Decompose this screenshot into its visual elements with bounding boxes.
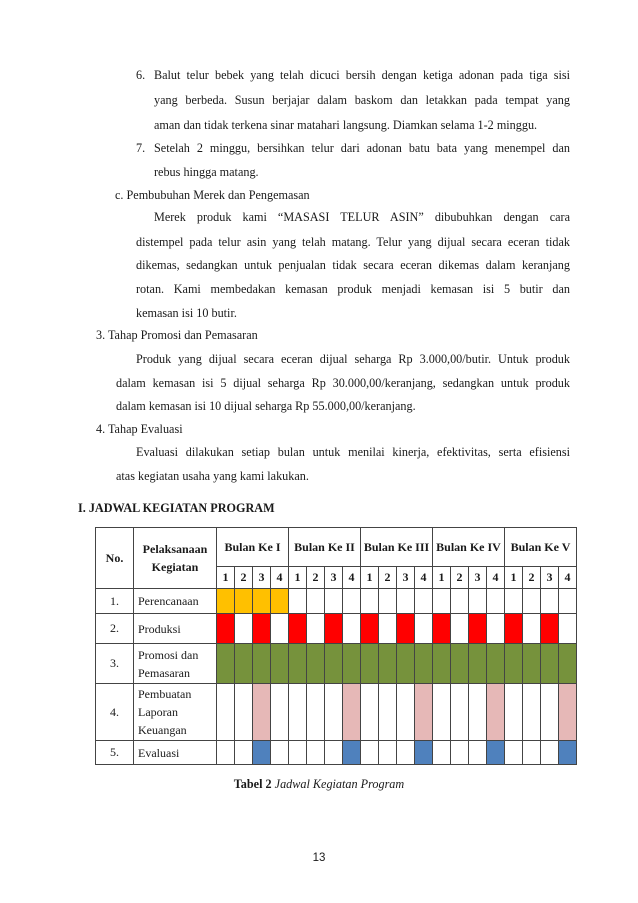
schedule-cell [289, 684, 307, 741]
week-label: 4 [559, 567, 577, 589]
schedule-rows [96, 589, 577, 765]
schedule-cell [451, 589, 469, 614]
schedule-cell [523, 741, 541, 765]
schedule-cell [451, 644, 469, 684]
week-label: 1 [505, 567, 523, 589]
schedule-cell [415, 614, 433, 644]
schedule-cell [487, 684, 505, 741]
schedule-cell [271, 644, 289, 684]
row-number: 5. [96, 741, 134, 765]
row-number: 2. [96, 614, 134, 644]
table-row [96, 589, 577, 614]
header-month-1: Bulan Ke I [217, 528, 289, 567]
row-activity: Perencanaan [134, 589, 217, 614]
header-month-5: Bulan Ke V [505, 528, 577, 567]
schedule-cell [217, 644, 235, 684]
schedule-cell [289, 741, 307, 765]
schedule-cell [451, 614, 469, 644]
schedule-cell [253, 644, 271, 684]
schedule-cell [523, 589, 541, 614]
schedule-cell [541, 684, 559, 741]
schedule-cell [469, 684, 487, 741]
schedule-cell [559, 589, 577, 614]
schedule-cell [397, 614, 415, 644]
week-label: 1 [433, 567, 451, 589]
schedule-cell [379, 684, 397, 741]
schedule-table [95, 527, 577, 765]
section-c-line-5: kemasan isi 10 butir. [136, 306, 237, 320]
schedule-cell [217, 589, 235, 614]
schedule-cell [433, 614, 451, 644]
section-I-heading: I. JADWAL KEGIATAN PROGRAM [78, 501, 275, 515]
schedule-cell [433, 589, 451, 614]
week-label: 2 [307, 567, 325, 589]
schedule-cell [253, 741, 271, 765]
row-activity: Pembuatan Laporan Keuangan [134, 684, 217, 741]
section-3-heading: 3. Tahap Promosi dan Pemasaran [96, 328, 258, 342]
schedule-cell [271, 684, 289, 741]
table-row [96, 684, 577, 741]
schedule-cell [487, 589, 505, 614]
schedule-cell [559, 741, 577, 765]
table-row [96, 741, 577, 765]
schedule-cell [325, 684, 343, 741]
step-7-line-1: Setelah 2 minggu, bersihkan telur dari adonan batu bata yang menempel dan [154, 141, 570, 155]
schedule-cell [379, 741, 397, 765]
schedule-cell [541, 589, 559, 614]
schedule-cell [271, 589, 289, 614]
schedule-cell [487, 644, 505, 684]
schedule-cell [217, 741, 235, 765]
schedule-cell [541, 614, 559, 644]
schedule-cell [253, 684, 271, 741]
schedule-cell [361, 614, 379, 644]
schedule-cell [451, 684, 469, 741]
schedule-cell [307, 614, 325, 644]
schedule-cell [559, 614, 577, 644]
section-c-line-4: rotan. Kami membedakan kemasan produk menjadi kemasan isi 5 butir dan [136, 282, 570, 296]
header-activity: Pelaksanaan Kegiatan [134, 528, 217, 589]
schedule-cell [307, 644, 325, 684]
schedule-cell [523, 644, 541, 684]
caption-label: Tabel 2 [233, 777, 272, 791]
header-month-3: Bulan Ke III [361, 528, 433, 567]
schedule-cell [235, 614, 253, 644]
step-6-line-2: yang berbeda. Susun berjajar dalam baskom dan letakkan pada tempat yang [154, 93, 570, 107]
section-3-line-3: dalam kemasan isi 10 dijual seharga Rp 55.000,00/keranjang. [116, 399, 416, 413]
schedule-cell [505, 589, 523, 614]
header-month-4: Bulan Ke IV [433, 528, 505, 567]
week-label: 1 [361, 567, 379, 589]
schedule-cell [505, 684, 523, 741]
week-label: 4 [415, 567, 433, 589]
header-month-2: Bulan Ke II [289, 528, 361, 567]
schedule-cell [307, 741, 325, 765]
schedule-cell [343, 644, 361, 684]
schedule-cell [361, 741, 379, 765]
schedule-cell [469, 741, 487, 765]
schedule-cell [505, 741, 523, 765]
schedule-cell [469, 614, 487, 644]
schedule-cell [289, 614, 307, 644]
week-label: 4 [487, 567, 505, 589]
schedule-cell [235, 741, 253, 765]
section-c-line-2: distempel pada telur asin yang telah matang. Telur yang dijual secara eceran tidak [136, 235, 570, 249]
row-number: 1. [96, 589, 134, 614]
schedule-cell [325, 589, 343, 614]
week-label: 2 [523, 567, 541, 589]
week-label: 3 [469, 567, 487, 589]
section-c-line-3: dikemas, sedangkan untuk penjualan tidak secara eceran dikemas dalam keranjang [136, 258, 570, 272]
schedule-cell [235, 644, 253, 684]
week-label: 2 [451, 567, 469, 589]
row-number: 4. [96, 684, 134, 741]
schedule-cell [379, 614, 397, 644]
row-activity: Produksi [134, 614, 217, 644]
schedule-cell [415, 684, 433, 741]
section-c-line-1: Merek produk kami “MASASI TELUR ASIN” dibubuhkan dengan cara [154, 210, 570, 224]
section-4-line-1: Evaluasi dilakukan setiap bulan untuk menilai kinerja, efektivitas, serta efisiensi [136, 445, 570, 459]
week-label: 3 [325, 567, 343, 589]
schedule-cell [433, 741, 451, 765]
schedule-cell [487, 614, 505, 644]
schedule-cell [379, 589, 397, 614]
schedule-cell [415, 644, 433, 684]
table-row [96, 614, 577, 644]
schedule-cell [451, 741, 469, 765]
schedule-cell [469, 589, 487, 614]
section-4-line-2: atas kegiatan usaha yang kami lakukan. [116, 469, 309, 483]
schedule-cell [559, 644, 577, 684]
step-6-line-3: aman dan tidak terkena sinar matahari langsung. Diamkan selama 1-2 minggu. [154, 118, 538, 132]
schedule-cell [289, 589, 307, 614]
week-label: 1 [289, 567, 307, 589]
schedule-cell [433, 644, 451, 684]
section-c-heading: c. Pembubuhan Merek dan Pengemasan [115, 188, 310, 202]
table-caption [0, 777, 638, 792]
step-7-number: 7. [136, 141, 146, 155]
schedule-cell [271, 741, 289, 765]
step-6-number: 6. [136, 68, 146, 82]
week-label: 3 [541, 567, 559, 589]
row-activity: Promosi dan Pemasaran [134, 644, 217, 684]
schedule-cell [523, 684, 541, 741]
schedule-cell [343, 589, 361, 614]
schedule-cell [343, 614, 361, 644]
schedule-cell [217, 614, 235, 644]
schedule-cell [505, 644, 523, 684]
step-7-line-2: rebus hingga matang. [154, 165, 259, 179]
schedule-cell [397, 644, 415, 684]
row-number: 3. [96, 644, 134, 684]
schedule-cell [253, 614, 271, 644]
schedule-cell [307, 684, 325, 741]
schedule-cell [325, 741, 343, 765]
schedule-cell [361, 644, 379, 684]
page-number: 13 [312, 852, 326, 864]
schedule-cell [361, 589, 379, 614]
schedule-cell [559, 684, 577, 741]
schedule-cell [379, 644, 397, 684]
week-label: 4 [343, 567, 361, 589]
week-label: 3 [397, 567, 415, 589]
schedule-cell [397, 741, 415, 765]
schedule-cell [433, 684, 451, 741]
schedule-cell [487, 741, 505, 765]
schedule-cell [307, 589, 325, 614]
section-3-line-1: Produk yang dijual secara eceran dijual seharga Rp 3.000,00/butir. Untuk produk [136, 352, 570, 366]
section-4-heading: 4. Tahap Evaluasi [96, 422, 183, 436]
schedule-cell [415, 741, 433, 765]
schedule-cell [397, 589, 415, 614]
schedule-cell [361, 684, 379, 741]
schedule-cell [541, 644, 559, 684]
schedule-cell [505, 614, 523, 644]
schedule-cell [541, 741, 559, 765]
week-label: 1 [217, 567, 235, 589]
schedule-cell [325, 614, 343, 644]
week-label: 2 [379, 567, 397, 589]
schedule-cell [343, 684, 361, 741]
schedule-cell [253, 589, 271, 614]
schedule-cell [271, 614, 289, 644]
section-3-line-2: dalam kemasan isi 5 dijual seharga Rp 30.000,00/keranjang, sedangkan untuk produk [116, 376, 570, 390]
week-label: 4 [271, 567, 289, 589]
row-activity: Evaluasi [134, 741, 217, 765]
header-no: No. [96, 528, 134, 589]
schedule-cell [343, 741, 361, 765]
schedule-cell [325, 644, 343, 684]
schedule-cell [397, 684, 415, 741]
step-6-line-1: Balut telur bebek yang telah dicuci bersih dengan ketiga adonan pada tiga sisi [154, 68, 570, 82]
schedule-cell [235, 684, 253, 741]
schedule-cell [289, 644, 307, 684]
schedule-cell [523, 614, 541, 644]
schedule-cell [469, 644, 487, 684]
table-row [96, 644, 577, 684]
schedule-cell [217, 684, 235, 741]
week-label: 2 [235, 567, 253, 589]
schedule-cell [235, 589, 253, 614]
schedule-cell [415, 589, 433, 614]
week-label: 3 [253, 567, 271, 589]
caption-title: Jadwal Kegiatan Program [274, 777, 405, 791]
